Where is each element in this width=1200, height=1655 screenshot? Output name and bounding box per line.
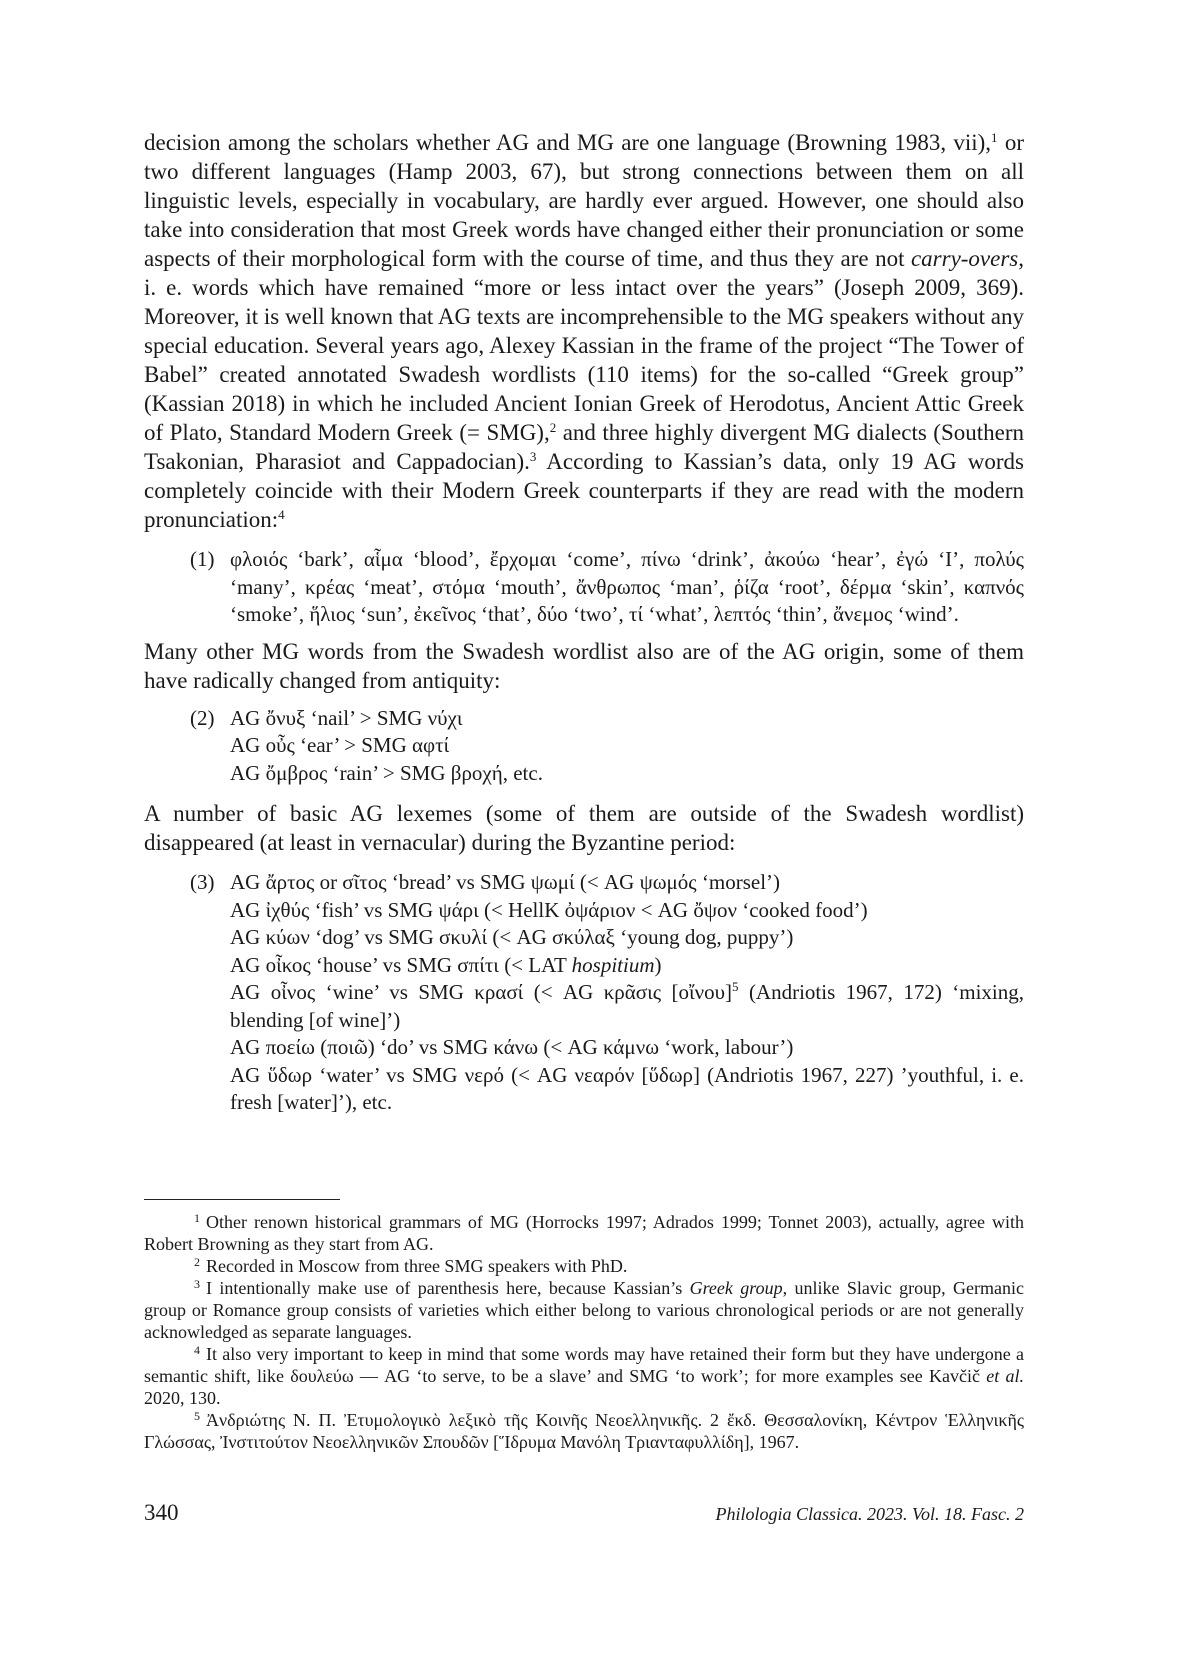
example-line: AG ποείω (ποιῶ) ‘do’ vs SMG κάνω (< AG κάμνω ‘work, labour’) bbox=[230, 1035, 794, 1059]
paragraph-3: A number of basic AG lexemes (some of them are outside of the Swadesh wordlist) disappeared (at least in vernacular) during the Byzantine period: bbox=[144, 801, 1024, 855]
paragraph-1: decision among the scholars whether AG and MG are one language (Browning 1983, vii),$^1$ or two different languages (Hamp 2003, 67), but strong connections between them on all linguistic levels, especially in vocabulary, are hardly ever argued. However, one should also take into consideration that most Greek words have changed either their pronunciation or some aspects of their morphological form with the course of time, and thus they are not carry-overs, i. e. words which have remained “more or less intact over the years” (Joseph 2009, 369). Moreover, it is well known that AG texts are incomprehensible to the MG speakers without any special education. Several years ago, Alexey Kassian in the frame of the project “The Tower of Babel” created annotated Swadesh wordlists (110 items) for the so-called “Greek group” (Kassian 2018) in which he included Ancient Ionian Greek of Herodotus, Ancient Attic Greek of Plato, Standard Modern Greek (= SMG),$^2$ and three highly divergent MG dialects (Southern Tsakonian, Pharasiot and Cappadocian).$^3$ According to Kassian’s data, only 19 AG words completely coincide with their Modern Greek counterparts if they are read with the modern pronunciation:$^4$ bbox=[144, 130, 1025, 532]
footnote-ref-3: 3 bbox=[529, 449, 537, 464]
example-text: φλοιός ‘bark’, αἷμα ‘blood’, ἔρχομαι ‘come’, πίνω ‘drink’, ἀκούω ‘hear’, ἐγώ ‘I’, πολύς ‘many’, κρέας ‘meat’, στόμα ‘mouth’, ἄνθρωπος ‘man’, ῥίζα ‘root’, δέρμα ‘skin’, καπνός ‘smoke’, ἥλιος ‘sun’, ἐκεῖνος ‘that’, δύο ‘two’, τί ‘what’, λεπτός ‘thin’, ἄνεμος ‘wind’. bbox=[230, 547, 1024, 626]
footnote-1: $^1$ Other renown historical grammars of MG (Horrocks 1997; Adrados 1999; Tonnet 2003), actually, agree with Robert Browning as they start from AG. bbox=[144, 1211, 1024, 1254]
example-line: AG ὕδωρ ‘water’ vs SMG νερό (< AG νεαρόν [ὕδωρ] (Andriotis 1967, 227) ’youthful, i. e. fresh [water]’), etc. bbox=[230, 1062, 1024, 1114]
example-line: AG ὄνυξ ‘nail’ > SMG νύχι bbox=[230, 705, 463, 730]
example-line: AG ἄρτος or σῖτος ‘bread’ vs SMG ψωμί (< AG ψωμός ‘morsel’) bbox=[230, 870, 781, 894]
example-line: AG οὖς ‘ear’ > SMG αφτί bbox=[230, 733, 450, 757]
running-title: Philologia Classica. 2023. Vol. 18. Fasc. 2 bbox=[715, 1504, 1024, 1524]
footnote-3: $^3$ I intentionally make use of parenthesis here, because Kassian’s Greek group, unlike Slavic group, Germanic group or Romance group consists of varieties which either belong to various chronological periods or are not generally acknowledged as separate languages. bbox=[144, 1277, 1024, 1342]
footnote-ref-4: 4 bbox=[278, 507, 285, 522]
main-text bbox=[144, 128, 1024, 1117]
paragraph-2: Many other MG words from the Swadesh wordlist also are of the AG origin, some of them have radically changed from antiquity: bbox=[144, 638, 1024, 693]
example-number: (1) bbox=[190, 547, 215, 571]
example-1 bbox=[190, 546, 1024, 629]
example-line: AG κύων ‘dog’ vs SMG σκυλί (< AG σκύλαξ ‘young dog, puppy’) bbox=[230, 925, 794, 949]
footnote-ref-2: 2 bbox=[549, 420, 557, 435]
example-2 bbox=[190, 705, 1024, 788]
page-footer bbox=[144, 1500, 1024, 1526]
example-line: AG ὄμβρος ‘rain’ > SMG βροχή, etc. bbox=[230, 760, 543, 785]
example-line: AG οἶκος ‘house’ vs SMG σπίτι (< LAT hospitium) bbox=[230, 952, 662, 977]
example-3 bbox=[190, 869, 1024, 1117]
example-number: (2) bbox=[190, 705, 215, 730]
footnote-4: $^4$ It also very important to keep in mind that some words may have retained their form but they have undergone a semantic shift, like δουλεύω — AG ‘to serve, to be a slave’ and SMG ‘to work’; for more examples see Kavčič et al. 2020, 130. bbox=[144, 1343, 1024, 1408]
footnote-2: $^2$ Recorded in Moscow from three SMG speakers with PhD. bbox=[194, 1255, 628, 1276]
example-line: AG οἶνος ‘wine’ vs SMG κρασί (< AG κρᾶσις [οἴνου]$^5$ (Andriotis 1967, 172) ‘mixing, blending [of wine]’) bbox=[230, 979, 1024, 1032]
footnotes bbox=[144, 1211, 1024, 1453]
page-number: 340 bbox=[144, 1500, 179, 1525]
footnote-ref-1: 1 bbox=[991, 130, 998, 145]
example-line: AG ἰχθύς ‘fish’ vs SMG ψάρι (< HellK ὀψάριον < AG ὄψον ‘cooked food’) bbox=[230, 897, 868, 922]
footnote-5: $^5$ Ἀνδριώτης Ν. Π. Ἐτυμολογικὸ λεξικὸ τῆς Κοινῆς Νεοελληνικῆς. 2 ἔκδ. Θεσσαλονίκη, Κέντρον Ἑλληνικῆς Γλώσσας, Ἰνστιτούτον Νεοελληνικῶν Σπουδῶν [Ἵδρυμα Μανόλη Τριανταφυλλίδη], 1967. bbox=[144, 1409, 1024, 1452]
footnote-divider bbox=[144, 1199, 340, 1200]
term-carry-overs: carry-overs bbox=[910, 246, 1019, 271]
footnote-ref-5: 5 bbox=[732, 979, 739, 994]
example-number: (3) bbox=[190, 870, 215, 894]
